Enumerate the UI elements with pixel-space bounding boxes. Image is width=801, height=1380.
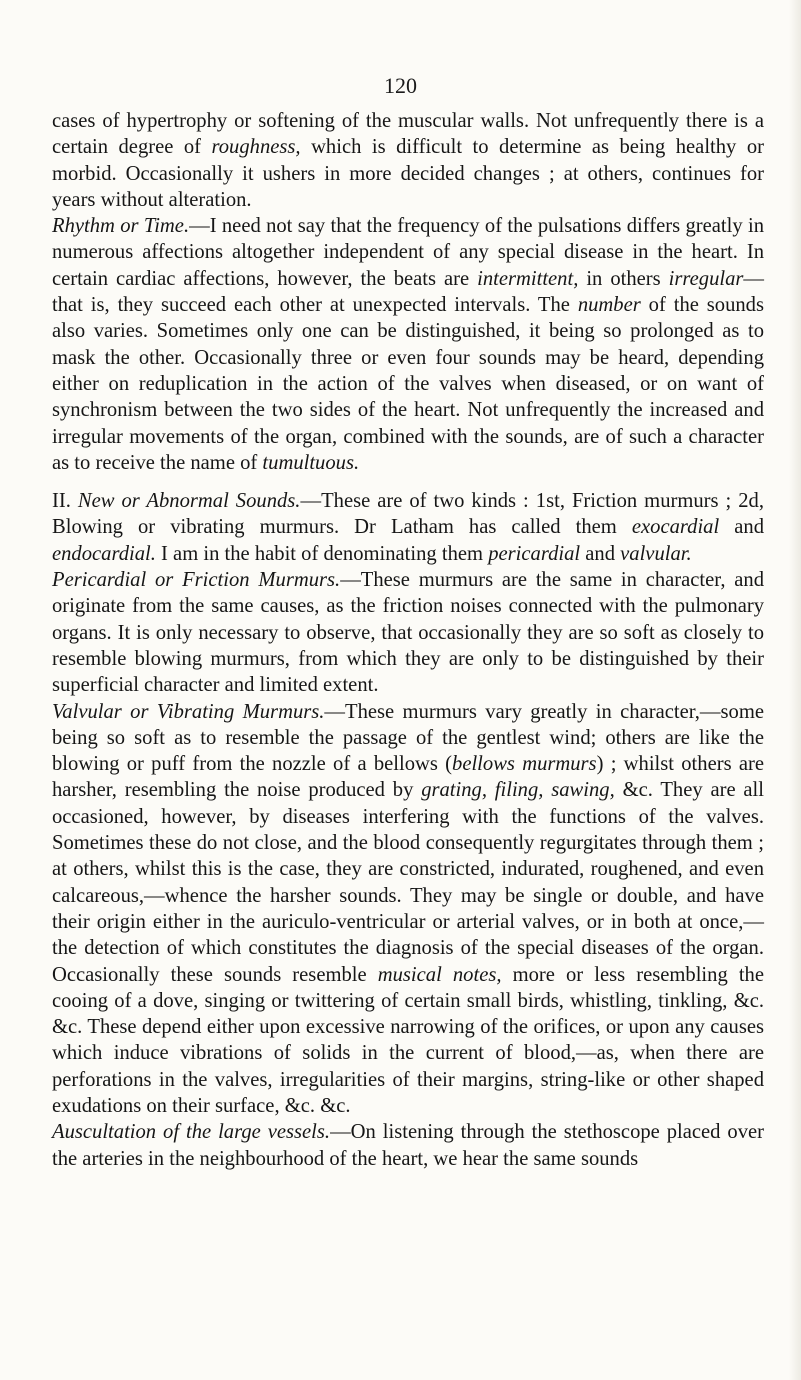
paragraph-valvular: Valvular or Vibrating Murmurs.—These murmurs vary greatly in character,—some being so soft as to resemble the passage of the gentlest wind; others are like the blowing or puff from the nozzle of a bellows (bellows murmurs) ; whilst others are harsher, resembling the noise produced by grating, filing, sawing, &c. They are all occasioned, however, by diseases interfering with the functions of the valves. Sometimes these do not close, and the blood consequently regurgitates through them ; at others, whilst this is the case, they are constricted, indurated, roughened, and even calcareous,—whence the harsher sounds. They may be single or double, and have their origin either in the auriculo-ventricular or arterial valves, or in both at once,—the detection of which constitutes the diagnosis of the special diseases of the organ. Occasionally these sounds resemble musical notes, more or less resembling the cooing of a dove, singing or twittering of certain small birds, whistling, tinkling, &c. &c. These depend either upon excessive narrowing of the orifices, or upon any causes which induce vibrations of solids in the current of blood,—as, when there are perforations in the valves, irregularities of their margins, string-like or other shaped exudations on their surface, &c. &c.	[52, 700, 765, 1117]
paragraph-abnormal-sounds: II. New or Abnormal Sounds.—These are of two kinds : 1st, Friction murmurs ; 2d, Blowing or vibrating murmurs. Dr Latham has called them exocardial and endocardial. I am in the habit of denominating them pericardial and valvular.	[52, 490, 765, 565]
paragraph-rhythm: Rhythm or Time.—I need not say that the frequency of the pulsations differs greatly in numerous affections altogether independent of any special disease in the heart. In certain cardiac affections, however, the beats are intermittent, in others irregular—that is, they succeed each other at unexpected intervals. The number of the sounds also varies. Sometimes only one can be distinguished, it being so prolonged as to mask the other. Occasionally three or even four sounds may be heard, depending either on reduplication in the action of the valves when diseased, or on want of synchronism between the two sides of the heart. Not unfrequently the increased and irregular movements of the organ, combined with the sounds, are of such a character as to receive the name of tumultuous.	[52, 215, 764, 474]
section-heading-abnormal-sounds: New or Abnormal Sounds.	[77, 490, 301, 513]
section-heading-large-vessels: Auscultation of the large vessels.	[52, 1121, 331, 1144]
paragraph-gap	[52, 476, 764, 488]
paragraph-continuation: cases of hypertrophy or softening of the muscular walls. Not unfrequently there is a certain degree of roughness, which is difficult to determine as being healthy or morbid. Occasionally it ushers in more decided changes ; at others, continues for years without alteration.	[52, 110, 764, 211]
section-heading-pericardial: Pericardial or Friction Murmurs.	[52, 569, 341, 592]
page-number: 120	[384, 73, 417, 98]
section-heading-valvular: Valvular or Vibrating Murmurs.	[52, 700, 325, 723]
page-edge-shadow	[789, 0, 801, 1380]
body-text	[52, 108, 764, 1172]
paragraph-large-vessels: Auscultation of the large vessels.—On listening through the stethoscope placed over the arteries in the neighbourhood of the heart, we hear the same sounds	[52, 1121, 764, 1170]
section-heading-rhythm: Rhythm or Time.	[52, 215, 190, 238]
paragraph-pericardial: Pericardial or Friction Murmurs.—These murmurs are the same in character, and originate from the same causes, as the friction noises connected with the pulmonary organs. It is only necessary to observe, that occasionally they are so soft as closely to resemble blowing murmurs, from which they are only to be distinguished by their superficial character and limited extent.	[52, 569, 764, 697]
